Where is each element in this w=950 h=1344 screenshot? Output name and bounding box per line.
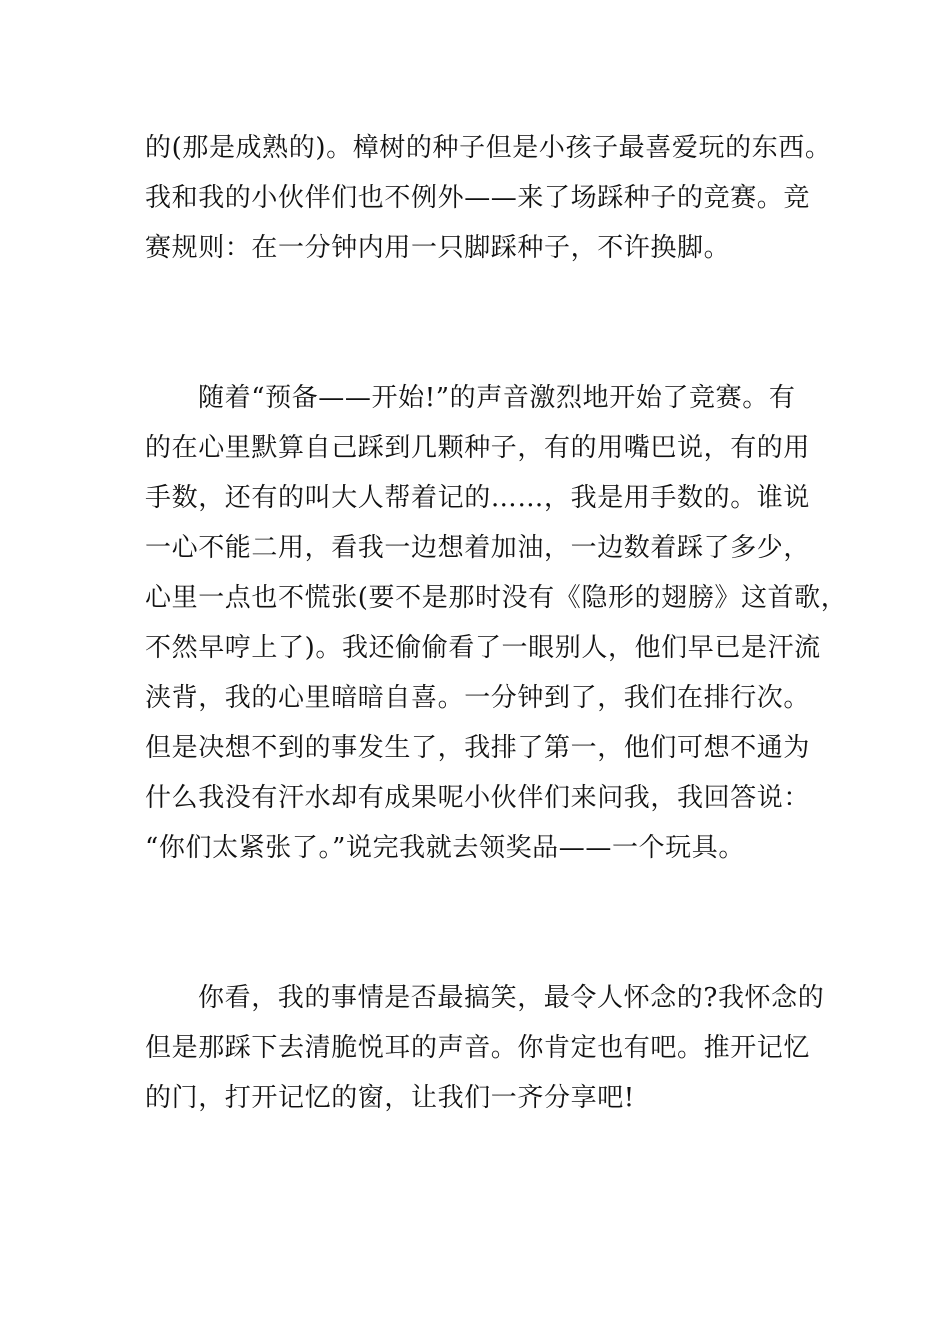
- paragraph-line: 但是决想不到的事发生了，我排了第一，他们可想不通为: [145, 733, 811, 763]
- paragraph-line: 赛规则：在一分钟内用一只脚踩种子，不许换脚。: [145, 233, 731, 263]
- paragraph-line: 手数，还有的叫大人帮着记的……，我是用手数的。谁说: [145, 483, 811, 513]
- paragraph-line: 一心不能二用，看我一边想着加油，一边数着踩了多少，: [145, 533, 811, 563]
- paragraph-line: 不然早哼上了)。我还偷偷看了一眼别人，他们早已是汗流: [145, 633, 821, 663]
- paragraph-line: 的(那是成熟的)。樟树的种子但是小孩子最喜爱玩的东西。: [145, 133, 832, 163]
- paragraph-line: 但是那踩下去清脆悦耳的声音。你肯定也有吧。推开记忆: [145, 1033, 811, 1063]
- paragraph-line: 什么我没有汗水却有成果呢小伙伴们来问我，我回答说：: [145, 783, 811, 813]
- paragraph-line: 心里一点也不慌张(要不是那时没有《隐形的翅膀》这首歌，: [145, 583, 848, 613]
- paragraph-line: 浃背，我的心里暗暗自喜。一分钟到了，我们在排行次。: [145, 683, 811, 713]
- paragraph-line: 的门，打开记忆的窗，让我们一齐分享吧!: [145, 1083, 635, 1113]
- paragraph-line: 随着“预备——开始!”的声音激烈地开始了竞赛。有: [198, 383, 796, 413]
- paragraph-line: 你看，我的事情是否最搞笑，最令人怀念的?我怀念的: [198, 983, 825, 1013]
- paragraph-line: 我和我的小伙伴们也不例外——来了场踩种子的竞赛。竞: [145, 183, 811, 213]
- paragraph-line: 的在心里默算自己踩到几颗种子，有的用嘴巴说，有的用: [145, 433, 811, 463]
- paragraph-line: “你们太紧张了。”说完我就去领奖品——一个玩具。: [145, 833, 745, 863]
